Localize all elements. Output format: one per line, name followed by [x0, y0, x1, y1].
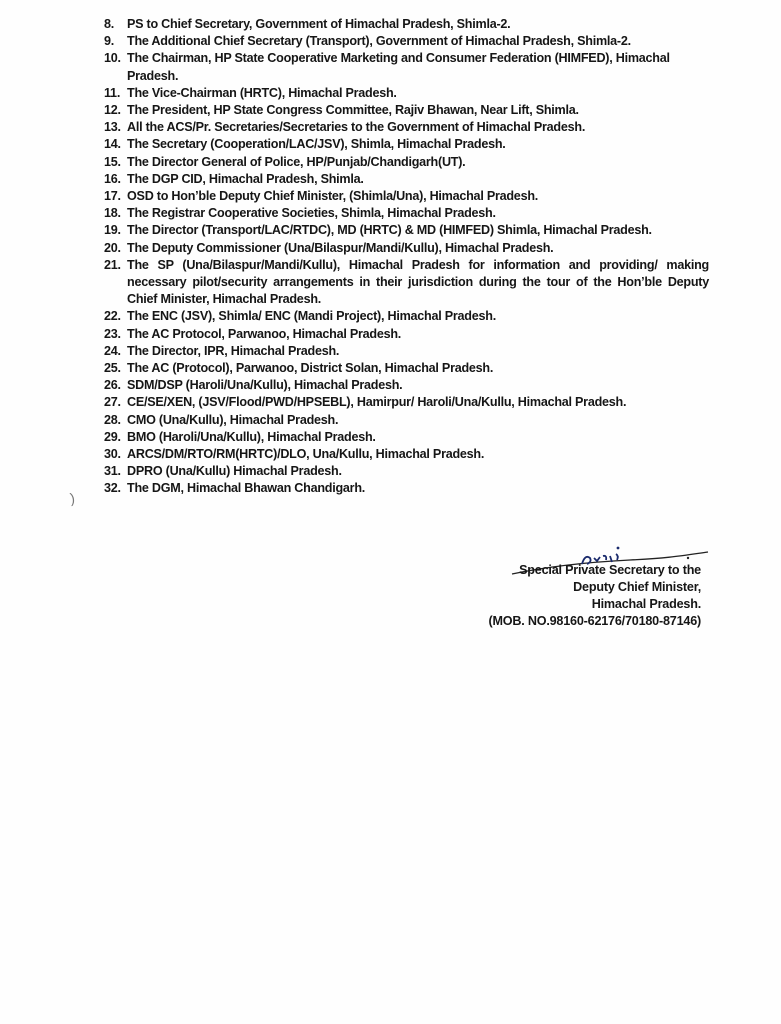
list-item-number: 24.: [104, 343, 121, 358]
list-item: [104, 119, 709, 136]
list-item-number: 31.: [104, 464, 121, 479]
list-item: [104, 102, 709, 119]
list-item-number: 19.: [104, 223, 121, 238]
list-item: [104, 240, 709, 257]
list-item: [104, 360, 709, 377]
list-item-text: The Director, IPR, Himachal Pradesh.: [127, 343, 340, 358]
list-item-number: 10.: [104, 51, 121, 66]
list-item-number: 8.: [104, 17, 115, 31]
list-item-text: The DGP CID, Himachal Pradesh, Shimla.: [127, 171, 364, 186]
list-item-number: 18.: [104, 206, 121, 221]
list-item: [104, 446, 709, 463]
list-item-number: 15.: [104, 154, 121, 169]
list-item-number: 32.: [104, 481, 121, 496]
list-item: [104, 171, 709, 188]
list-item-number: 22.: [104, 309, 121, 324]
list-item-text: PS to Chief Secretary, Government of Himachal Pradesh, Shimla-2.: [127, 17, 511, 31]
list-item-number: 13.: [104, 120, 121, 135]
list-item-number: 23.: [104, 326, 121, 341]
list-item-number: 28.: [104, 412, 121, 427]
list-item-number: 21.: [104, 257, 121, 272]
list-item: [104, 480, 709, 497]
margin-pen-mark: ): [68, 489, 76, 507]
list-item-text: The Director (Transport/LAC/RTDC), MD (HRTC) & MD (HIMFED) Shimla, Himachal Pradesh.: [127, 223, 652, 238]
list-item-number: 11.: [104, 85, 121, 100]
list-item: [104, 463, 709, 480]
list-item-text: The AC Protocol, Parwanoo, Himachal Pradesh.: [127, 326, 402, 341]
list-item-number: 29.: [104, 429, 121, 444]
list-item-text: The ENC (JSV), Shimla/ ENC (Mandi Project), Himachal Pradesh.: [127, 309, 496, 324]
list-item-text: The AC (Protocol), Parwanoo, District Solan, Himachal Pradesh.: [127, 361, 494, 376]
list-item: [104, 205, 709, 222]
list-item: [104, 343, 709, 360]
list-item: [104, 222, 709, 239]
list-item-number: 12.: [104, 103, 121, 118]
list-item-text: The Secretary (Cooperation/LAC/JSV), Shimla, Himachal Pradesh.: [127, 137, 506, 152]
signatory-office: Deputy Chief Minister,: [573, 580, 701, 594]
list-item-number: 27.: [104, 395, 121, 410]
list-item-text: The SP (Una/Bilaspur/Mandi/Kullu), Himachal Pradesh for information and providing/ making necessary pilot/security arrangements in their jurisdiction during the tour of the Hon’ble Deputy Chief Minister, Himachal Pradesh.: [127, 257, 709, 307]
signatory-designation: Special Private Secretary to the: [519, 563, 701, 577]
list-item-text: BMO (Haroli/Una/Kullu), Himachal Pradesh.: [127, 429, 376, 444]
list-item-number: 17.: [104, 189, 121, 204]
list-item: [104, 308, 709, 325]
list-item: [104, 188, 709, 205]
list-item-text: SDM/DSP (Haroli/Una/Kullu), Himachal Pradesh.: [127, 378, 403, 393]
list-item-text: The DGM, Himachal Bhawan Chandigarh.: [127, 481, 366, 496]
list-item-number: 16.: [104, 171, 121, 186]
signature-block: [488, 562, 701, 630]
list-item-text: The President, HP State Congress Committee, Rajiv Bhawan, Near Lift, Shimla.: [127, 103, 579, 118]
list-item-text: OSD to Hon’ble Deputy Chief Minister, (Shimla/Una), Himachal Pradesh.: [127, 189, 539, 204]
list-item-number: 30.: [104, 447, 121, 462]
list-item-text: The Registrar Cooperative Societies, Shimla, Himachal Pradesh.: [127, 206, 496, 221]
signatory-mobile: (MOB. NO.98160-62176/70180-87146): [488, 614, 701, 628]
list-item-number: 14.: [104, 137, 121, 152]
list-item: [104, 33, 709, 50]
distribution-list: [104, 16, 709, 498]
list-item-text: The Vice-Chairman (HRTC), Himachal Pradesh.: [127, 85, 397, 100]
list-item-text: The Chairman, HP State Cooperative Marketing and Consumer Federation (HIMFED), Himachal Pradesh.: [127, 51, 670, 83]
list-item-number: 20.: [104, 240, 121, 255]
list-item-text: The Director General of Police, HP/Punjab/Chandigarh(UT).: [127, 154, 466, 169]
list-item-text: ARCS/DM/RTO/RM(HRTC)/DLO, Una/Kullu, Himachal Pradesh.: [127, 447, 485, 462]
list-item: [104, 257, 709, 309]
list-item: [104, 394, 709, 411]
signatory-state: Himachal Pradesh.: [591, 597, 701, 611]
list-item: [104, 154, 709, 171]
list-item-number: 25.: [104, 361, 121, 376]
list-item-number: 26.: [104, 378, 121, 393]
list-item-text: The Additional Chief Secretary (Transport), Government of Himachal Pradesh, Shimla-2.: [127, 34, 631, 49]
list-item: [104, 16, 709, 33]
list-item-text: DPRO (Una/Kullu) Himachal Pradesh.: [127, 464, 342, 479]
list-item: [104, 326, 709, 343]
list-item-text: All the ACS/Pr. Secretaries/Secretaries to the Government of Himachal Pradesh.: [127, 120, 586, 135]
list-item: [104, 377, 709, 394]
list-item-text: CE/SE/XEN, (JSV/Flood/PWD/HPSEBL), Hamirpur/ Haroli/Una/Kullu, Himachal Pradesh.: [127, 395, 627, 410]
list-item: [104, 412, 709, 429]
list-item-text: The Deputy Commissioner (Una/Bilaspur/Mandi/Kullu), Himachal Pradesh.: [127, 240, 554, 255]
list-item: [104, 136, 709, 153]
list-item: [104, 85, 709, 102]
list-item: [104, 429, 709, 446]
list-item-number: 9.: [104, 34, 115, 49]
list-item: [104, 50, 709, 84]
list-item-text: CMO (Una/Kullu), Himachal Pradesh.: [127, 412, 339, 427]
